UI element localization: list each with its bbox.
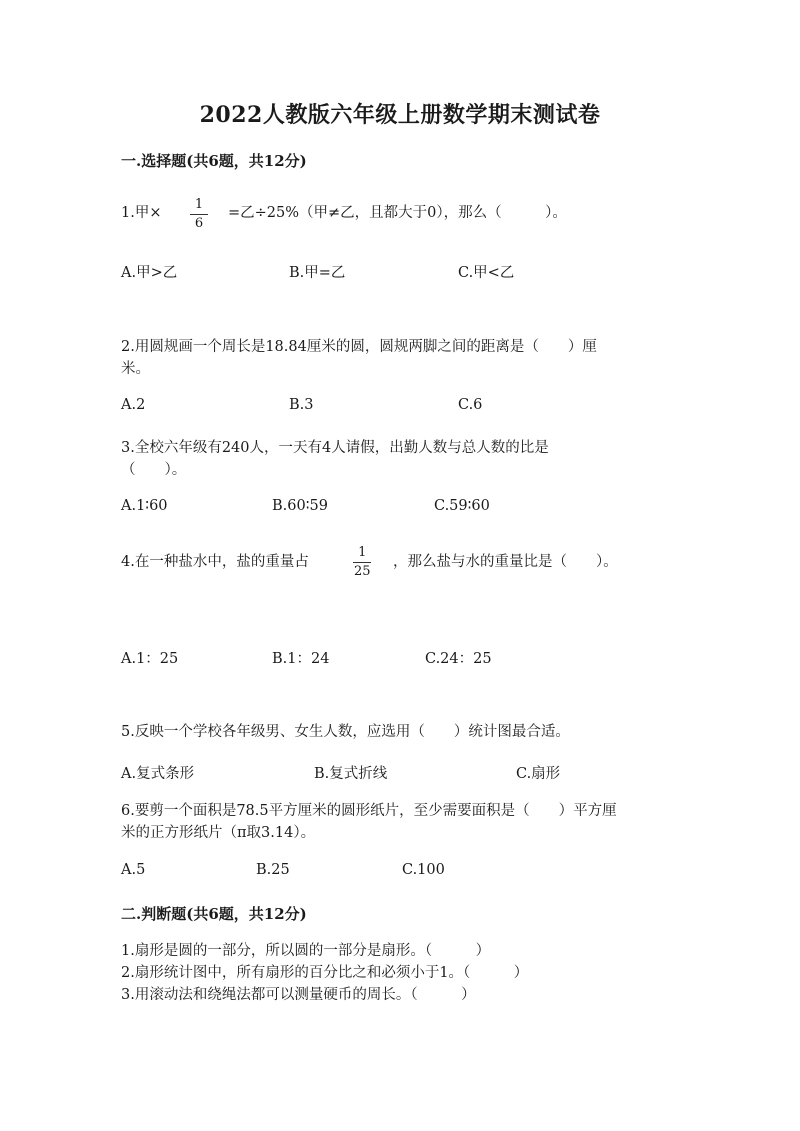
fraction-numerator: 1: [358, 545, 367, 560]
fraction-denominator: 6: [194, 216, 204, 231]
fraction-denominator: 25: [354, 564, 371, 579]
question-3-option-c: C.59∶60: [434, 498, 490, 514]
question-3-line-2: （ ）。: [121, 462, 187, 478]
question-4-option-b: B.1：24: [272, 651, 330, 667]
question-5-option-a: A.复式条形: [121, 766, 195, 782]
question-5-option-b: B.复式折线: [314, 766, 388, 782]
question-6-line-2: 米的正方形纸片（π取3.14）。: [121, 825, 316, 841]
question-1-fraction: [190, 198, 208, 231]
question-3-option-a: A.1∶60: [121, 498, 168, 514]
question-4-prefix: 4.在一种盐水中，盐的重量占: [121, 554, 309, 570]
question-4-option-c: C.24：25: [425, 651, 492, 667]
question-1-option-b: B.甲=乙: [289, 265, 346, 281]
question-2-line-2: 米。: [121, 361, 150, 377]
page-title: 2022人教版六年级上册数学期末测试卷: [199, 102, 601, 128]
question-4-option-a: A.1：25: [121, 651, 179, 667]
question-2-option-b: B.3: [289, 397, 314, 413]
section-heading-judgement: 二.判断题(共6题，共12分): [121, 905, 307, 923]
question-6-line-1: 6.要剪一个面积是78.5平方厘米的圆形纸片，至少需要面积是（ ）平方厘: [121, 803, 617, 819]
question-2-line-1: 2.用圆规画一个周长是18.84厘米的圆，圆规两脚之间的距离是（ ）厘: [121, 339, 597, 355]
question-2-option-a: A.2: [121, 397, 146, 413]
judgement-item-2: 2.扇形统计图中，所有扇形的百分比之和必须小于1。（ ）: [121, 965, 529, 981]
judgement-item-3: 3.用滚动法和绕绳法都可以测量硬币的周长。（ ）: [121, 987, 476, 1003]
question-5-line-1: 5.反映一个学校各年级男、女生人数，应选用（ ）统计图最合适。: [121, 724, 570, 740]
judgement-item-1: 1.扇形是圆的一部分，所以圆的一部分是扇形。（ ）: [121, 943, 491, 959]
question-4-suffix: ，那么盐与水的重量比是（ ）。: [393, 554, 618, 570]
question-1-suffix: =乙÷25%（甲≠乙，且都大于0），那么（ ）。: [228, 205, 567, 221]
question-6-option-a: A.5: [121, 862, 146, 878]
question-1-prefix: 1.甲×: [121, 205, 162, 221]
question-3-line-1: 3.全校六年级有240人，一天有4人请假，出勤人数与总人数的比是: [121, 440, 549, 456]
question-6-option-c: C.100: [402, 862, 445, 878]
question-4-fraction: [352, 546, 373, 579]
section-heading-choice: 一.选择题(共6题，共12分): [121, 152, 307, 170]
question-3-option-b: B.60∶59: [272, 498, 328, 514]
question-5-option-c: C.扇形: [516, 766, 561, 782]
question-2-option-c: C.6: [458, 397, 483, 413]
question-1-option-a: A.甲>乙: [121, 265, 178, 281]
question-1-option-c: C.甲<乙: [458, 265, 515, 281]
fraction-numerator: 1: [194, 197, 204, 212]
question-6-option-b: B.25: [256, 862, 290, 878]
fraction-bar: [353, 562, 371, 563]
fraction-bar: [190, 214, 208, 215]
